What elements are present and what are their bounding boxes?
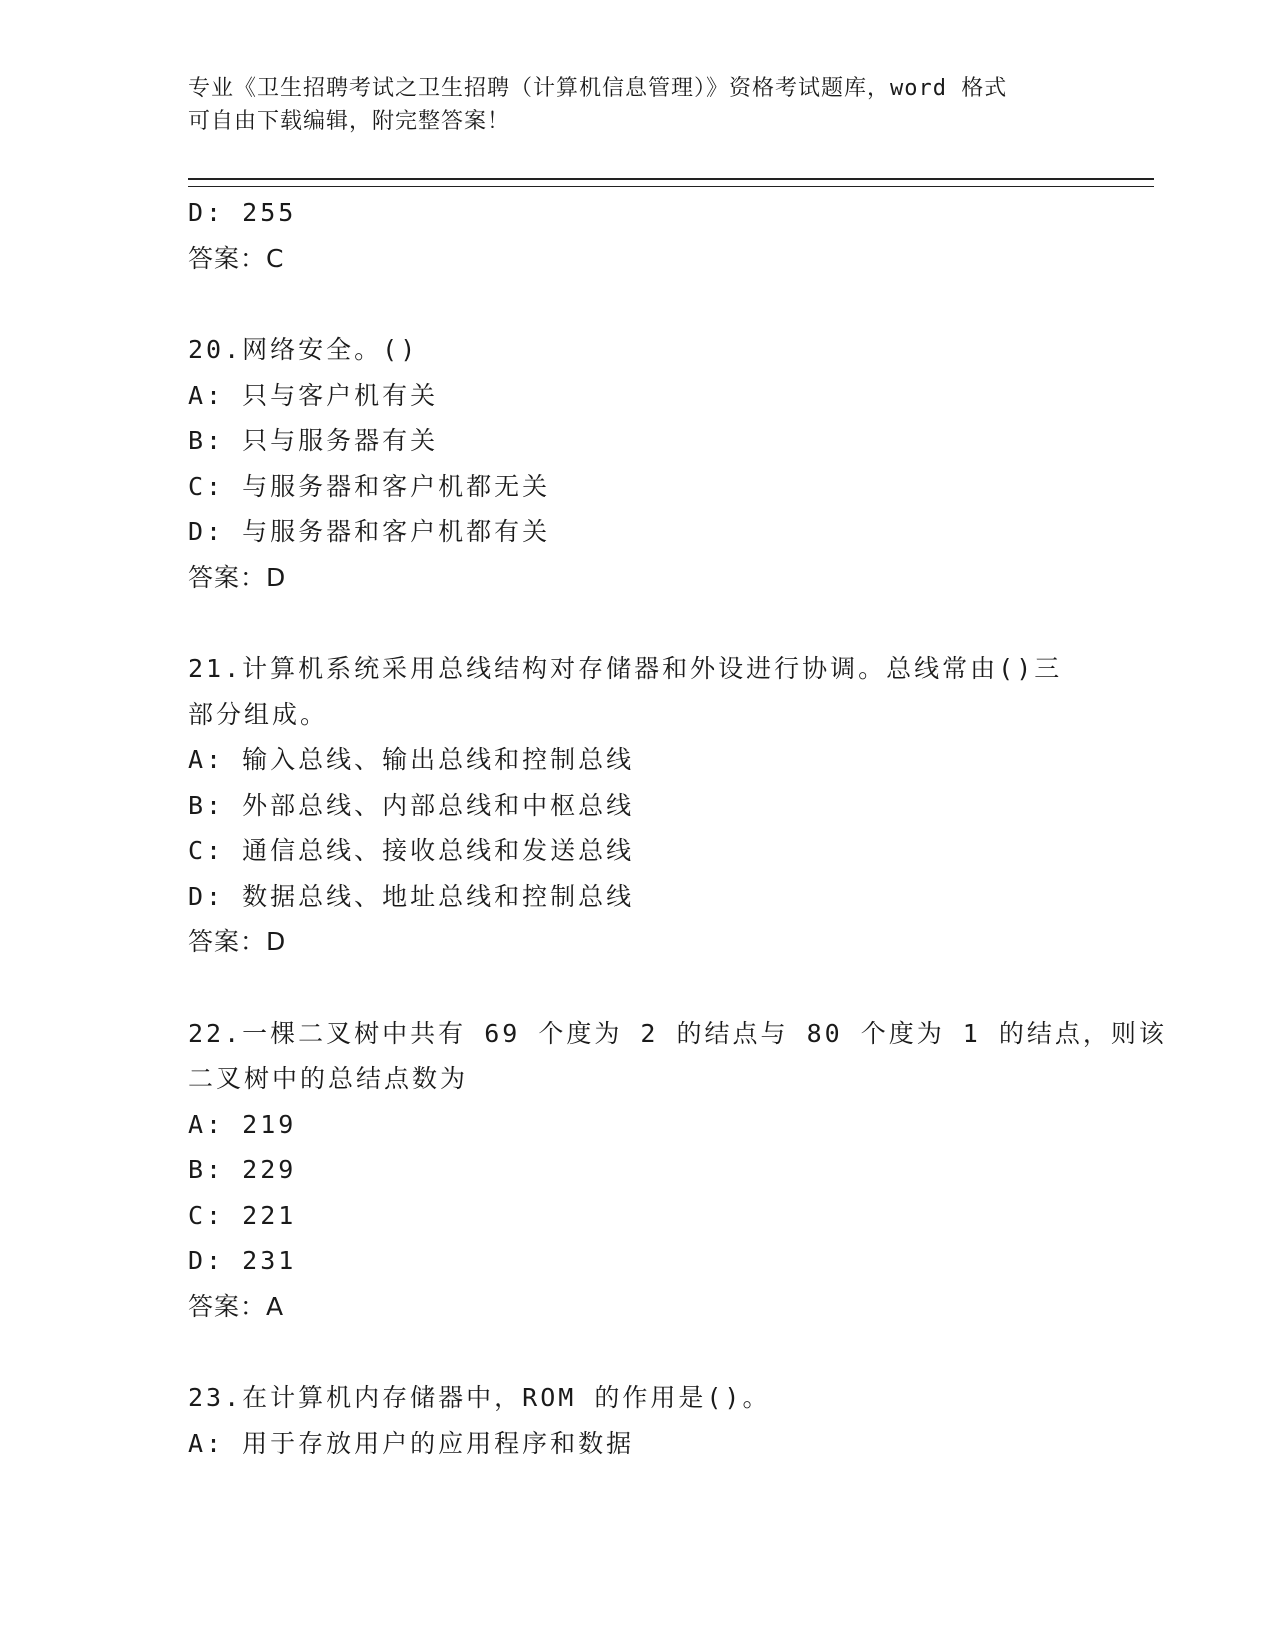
question-title-line-1: 21.计算机系统采用总线结构对存储器和外设进行协调。总线常由()三 bbox=[188, 654, 1063, 683]
question-title-line-2: 二叉树中的总结点数为 bbox=[188, 1064, 469, 1093]
spacer bbox=[188, 1329, 1088, 1375]
option-a: A: 只与客户机有关 bbox=[188, 380, 439, 410]
option-d: D: 与服务器和客户机都有关 bbox=[188, 517, 551, 546]
option-a: A: 219 bbox=[188, 1109, 297, 1139]
option-a: A: 输入总线、输出总线和控制总线 bbox=[188, 745, 635, 774]
answer-text: 答案：D bbox=[188, 927, 287, 956]
header-line-2: 可自由下载编辑，附完整答案！ bbox=[188, 109, 511, 134]
question-21 bbox=[188, 646, 1088, 965]
previous-question-tail bbox=[188, 190, 1088, 281]
option-a: A: 用于存放用户的应用程序和数据 bbox=[188, 1428, 635, 1458]
option-b: B: 229 bbox=[188, 1155, 297, 1184]
document-header bbox=[188, 72, 1068, 138]
spacer bbox=[188, 965, 1088, 1011]
question-title: 23.在计算机内存储器中，ROM 的作用是()。 bbox=[188, 1383, 771, 1412]
option-d: D: 231 bbox=[188, 1246, 297, 1275]
option-b: B: 外部总线、内部总线和中枢总线 bbox=[188, 790, 635, 820]
option-c: C: 与服务器和客户机都无关 bbox=[188, 471, 551, 501]
spacer bbox=[188, 600, 1088, 646]
option-d: D: 255 bbox=[188, 198, 297, 227]
question-title-line-1: 22.一棵二叉树中共有 69 个度为 2 的结点与 80 个度为 1 的结点，则该 bbox=[188, 1018, 1167, 1048]
question-list bbox=[188, 190, 1167, 1466]
question-title-line-2: 部分组成。 bbox=[188, 699, 329, 729]
header-line-1: 专业《卫生招聘考试之卫生招聘（计算机信息管理）》资格考试题库，word 格式 bbox=[188, 76, 1008, 101]
header-divider bbox=[188, 178, 1154, 187]
answer-text: 答案：C bbox=[188, 243, 285, 273]
option-d: D: 数据总线、地址总线和控制总线 bbox=[188, 881, 635, 911]
spacer bbox=[188, 281, 1088, 327]
option-c: C: 通信总线、接收总线和发送总线 bbox=[188, 836, 635, 865]
answer-text: 答案：A bbox=[188, 1291, 285, 1321]
option-c: C: 221 bbox=[188, 1200, 297, 1230]
answer-text: 答案：D bbox=[188, 562, 287, 592]
question-22 bbox=[188, 1011, 1167, 1330]
question-20 bbox=[188, 327, 1088, 600]
question-title: 20.网络安全。() bbox=[188, 335, 419, 364]
question-23 bbox=[188, 1375, 1088, 1466]
option-b: B: 只与服务器有关 bbox=[188, 426, 439, 455]
